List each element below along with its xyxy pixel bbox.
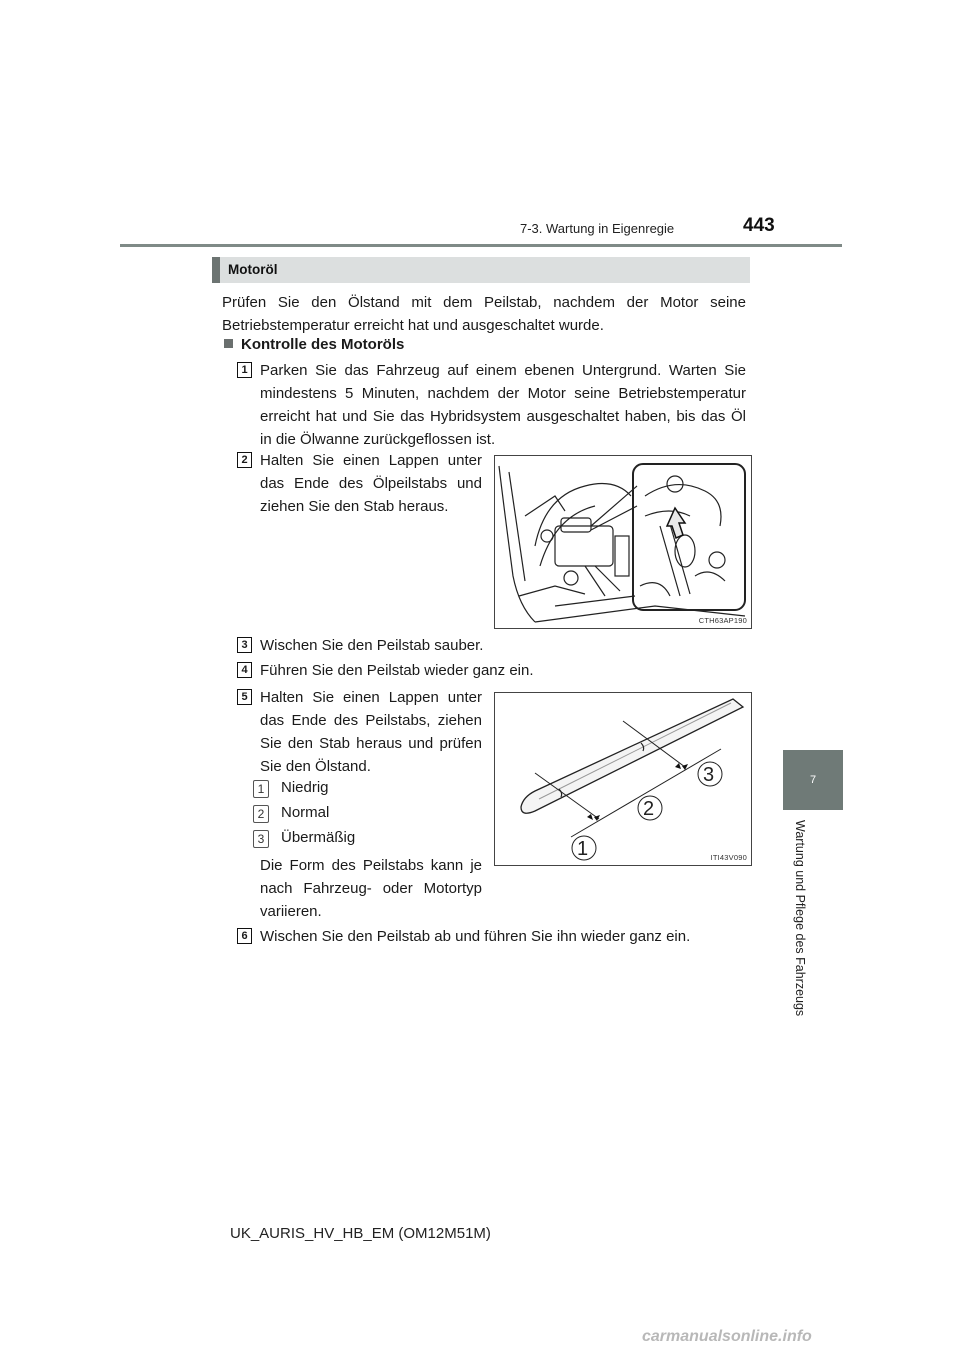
square-bullet-icon [224,339,233,348]
header-divider [120,244,842,247]
step-number-box: 4 [237,662,252,678]
dipstick-note: Die Form des Peilstabs kann je nach Fahrzeug- oder Motortyp variieren. [260,857,482,920]
step-text: Parken Sie das Fahrzeug auf einem ebenen Untergrund. Warten Sie mindestens 5 Minuten, nachdem der Motor seine Betriebstemperatur erreicht hat und Sie das Hybridsystem ausgeschaltet haben, bis das Öl in die Ölwanne zurückgeflossen ist. [260,362,746,448]
step-number-box: 2 [237,452,252,468]
level-number: 2 [253,805,269,823]
chapter-side-label: Wartung und Pflege des Fahrzeugs [793,820,807,1017]
subheading: Kontrolle des Motoröls [224,336,404,353]
step-text: Halten Sie einen Lappen unter das Ende des Ölpeilstabs und ziehen Sie den Stab heraus. [260,452,482,515]
engine-bay-illustration [494,455,752,629]
step-number-box: 1 [237,362,252,378]
level-label: Niedrig [281,779,329,796]
manual-code: UK_AURIS_HV_HB_EM (OM12M51M) [230,1225,491,1242]
watermark: carmanualsonline.info [642,1328,812,1345]
section-heading-bar [212,257,750,283]
figure-code: CTH63AP190 [698,616,747,625]
engine-bay-drawing [495,456,751,628]
level-label: Übermäßig [281,829,356,846]
level-number: 1 [253,780,269,798]
intro-paragraph: Prüfen Sie den Ölstand mit dem Peilstab, nachdem der Motor seine Betriebstemperatur erreicht hat und ausgeschaltet wurde. [222,294,746,334]
step-text: Wischen Sie den Peilstab ab und führen Sie ihn wieder ganz ein. [260,928,691,945]
level-label: Normal [281,804,330,821]
level-number: 3 [253,830,269,848]
chapter-tab[interactable] [783,750,843,810]
step-text: Halten Sie einen Lappen unter das Ende des Peilstabs, ziehen Sie den Stab heraus und prüfen Sie den Ölstand. [260,689,482,775]
step-text: Wischen Sie den Peilstab sauber. [260,637,484,654]
step-text: Führen Sie den Peilstab wieder ganz ein. [260,662,534,679]
figure-code: ITI43V090 [710,853,747,862]
chapter-number: 7 [809,774,817,786]
step-number-box: 5 [237,689,252,705]
dipstick-drawing [495,693,751,865]
dipstick-callout-excess: 3 [703,764,715,786]
dipstick-illustration [494,692,752,866]
step-number-box: 6 [237,928,252,944]
dipstick-callout-normal: 2 [643,798,655,820]
dipstick-callout-low: 1 [577,838,589,860]
section-title: Motoröl [228,262,278,277]
header-section-title: 7-3. Wartung in Eigenregie [520,221,675,236]
page-number: 443 [743,215,775,236]
step-number-box: 3 [237,637,252,653]
